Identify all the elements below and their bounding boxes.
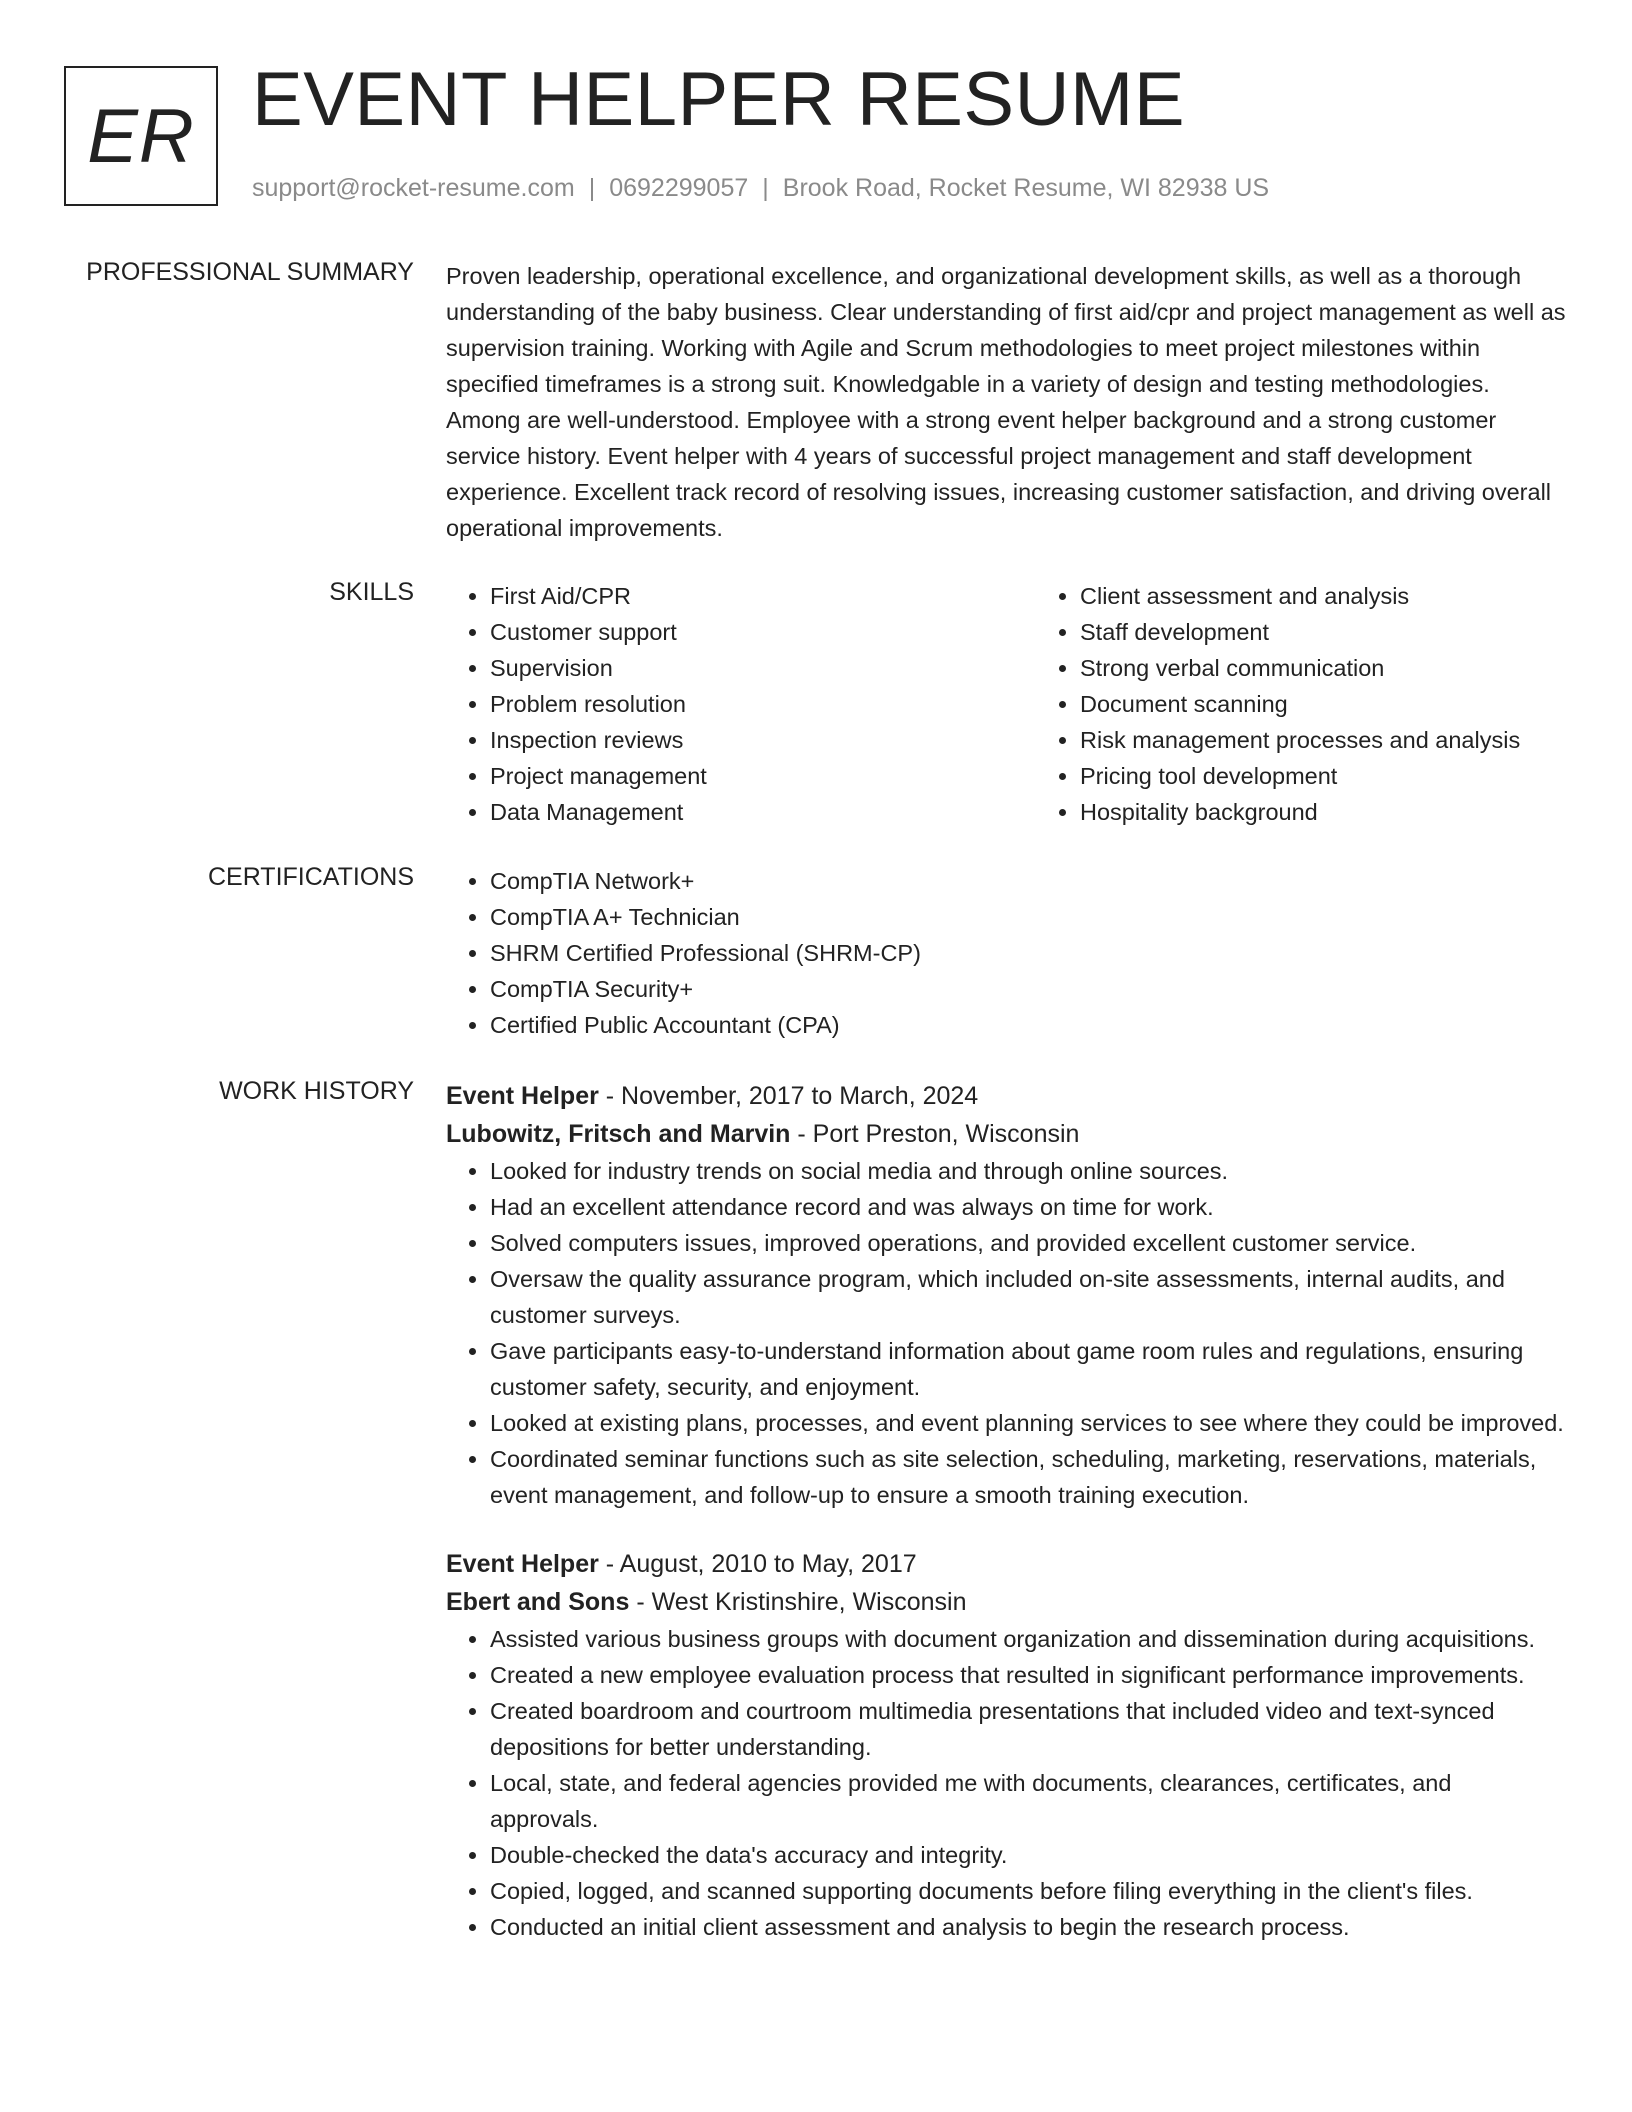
job-title: Event Helper <box>446 1550 599 1578</box>
job-duty: • Gave participants easy-to-understand information about game room rules and regulations, ensuring customer safety, security, and enjoyment. <box>490 1333 1566 1405</box>
job-duty: • Looked for industry trends on social media and through online sources. <box>490 1153 1566 1189</box>
contact-separator: | <box>762 174 769 202</box>
skill-item: • Pricing tool development <box>1080 758 1632 794</box>
job-location: - West Kristinshire, Wisconsin <box>629 1588 967 1616</box>
job-title-line <box>446 1545 1566 1583</box>
skill-item: • Strong verbal communication <box>1080 650 1632 686</box>
job-duty: • Copied, logged, and scanned supporting documents before filing everything in the client's files. <box>490 1873 1566 1909</box>
job-duty: • Created boardroom and courtroom multimedia presentations that included video and text-synced depositions for better understanding. <box>490 1693 1566 1765</box>
skill-item: • Risk management processes and analysis <box>1080 722 1632 758</box>
certification-item: • CompTIA Security+ <box>490 971 1566 1007</box>
section-heading: PROFESSIONAL SUMMARY <box>86 258 414 286</box>
job-duty: • Oversaw the quality assurance program, which included on-site assessments, internal audits, and customer surveys. <box>490 1261 1566 1333</box>
job-dates: - August, 2010 to May, 2017 <box>598 1550 917 1578</box>
job-dates: - November, 2017 to March, 2024 <box>598 1082 979 1110</box>
skill-item: • Inspection reviews <box>490 722 1036 758</box>
contact-email: support@rocket-resume.com <box>252 174 575 202</box>
skill-item: • Staff development <box>1080 614 1632 650</box>
skill-item: • Supervision <box>490 650 1036 686</box>
job-entry <box>446 1077 1566 1513</box>
job-company: Ebert and Sons <box>446 1588 630 1616</box>
skill-item: • Project management <box>490 758 1036 794</box>
job-duty: • Local, state, and federal agencies provided me with documents, clearances, certificates, and approvals. <box>490 1765 1566 1837</box>
contact-separator: | <box>588 174 596 202</box>
summary-text: Proven leadership, operational excellence, and organizational development skills, as well as a thorough understanding of the baby business. Clear understanding of first aid/cpr and project management as well as supervision training. Working with Agile and Scrum methodologies to meet project milestones within specified timeframes is a strong suit. Knowledgable in a variety of design and testing methodologies. Among are well-understood. Employee with a strong event helper background and a strong customer service history. Event helper with 4 years of successful project management and staff development experience. Excellent track record of resolving issues, increasing customer satisfaction, and driving overall operational improvements. <box>446 263 1566 541</box>
job-duties-list <box>446 1153 1566 1513</box>
certifications-list <box>446 863 1566 1043</box>
skill-item: • Customer support <box>490 614 1036 650</box>
work-history-body <box>446 1077 1566 1945</box>
certifications-body <box>446 863 1566 1043</box>
job-duty: • Conducted an initial client assessment and analysis to begin the research process. <box>490 1909 1566 1945</box>
skills-body <box>446 578 1566 830</box>
job-duties-list <box>446 1621 1566 1945</box>
skill-item: • Problem resolution <box>490 686 1036 722</box>
summary-body <box>446 258 1566 546</box>
certification-item: • Certified Public Accountant (CPA) <box>490 1007 1566 1043</box>
certification-item: • SHRM Certified Professional (SHRM-CP) <box>490 935 1566 971</box>
certification-item: • CompTIA A+ Technician <box>490 899 1566 935</box>
job-company-line <box>446 1115 1566 1153</box>
job-title-line <box>446 1077 1566 1115</box>
page-title: EVENT HELPER RESUME <box>252 57 1186 142</box>
skill-item: • First Aid/CPR <box>490 578 1036 614</box>
job-title: Event Helper <box>446 1082 599 1110</box>
monogram-initials: ER <box>87 93 195 179</box>
job-location: - Port Preston, Wisconsin <box>790 1120 1080 1148</box>
job-duty: • Coordinated seminar functions such as site selection, scheduling, marketing, reservations, materials, event management, and follow-up to ensure a smooth training execution. <box>490 1441 1566 1513</box>
skill-item: • Document scanning <box>1080 686 1632 722</box>
job-duty: • Had an excellent attendance record and was always on time for work. <box>490 1189 1566 1225</box>
job-duty: • Double-checked the data's accuracy and integrity. <box>490 1837 1566 1873</box>
skill-item: • Data Management <box>490 794 1036 830</box>
section-heading: SKILLS <box>329 578 414 606</box>
job-duty: • Solved computers issues, improved operations, and provided excellent customer service. <box>490 1225 1566 1261</box>
contact-line <box>252 174 1269 203</box>
job-company-line <box>446 1583 1566 1621</box>
job-entry <box>446 1545 1566 1945</box>
skill-item: • Client assessment and analysis <box>1080 578 1632 614</box>
skills-list-left <box>446 578 1036 830</box>
skill-item: • Hospitality background <box>1080 794 1632 830</box>
job-duty: • Looked at existing plans, processes, and event planning services to see where they could be improved. <box>490 1405 1566 1441</box>
skills-list-right <box>1036 578 1632 830</box>
contact-phone: 0692299057 <box>609 174 749 202</box>
monogram-logo <box>64 66 218 206</box>
section-heading: CERTIFICATIONS <box>207 863 414 891</box>
job-company: Lubowitz, Fritsch and Marvin <box>446 1120 791 1148</box>
certification-item: • CompTIA Network+ <box>490 863 1566 899</box>
job-duty: • Assisted various business groups with document organization and dissemination during acquisitions. <box>490 1621 1566 1657</box>
section-heading: WORK HISTORY <box>219 1077 414 1105</box>
job-duty: • Created a new employee evaluation process that resulted in significant performance improvements. <box>490 1657 1566 1693</box>
contact-address: Brook Road, Rocket Resume, WI 82938 US <box>782 174 1270 202</box>
